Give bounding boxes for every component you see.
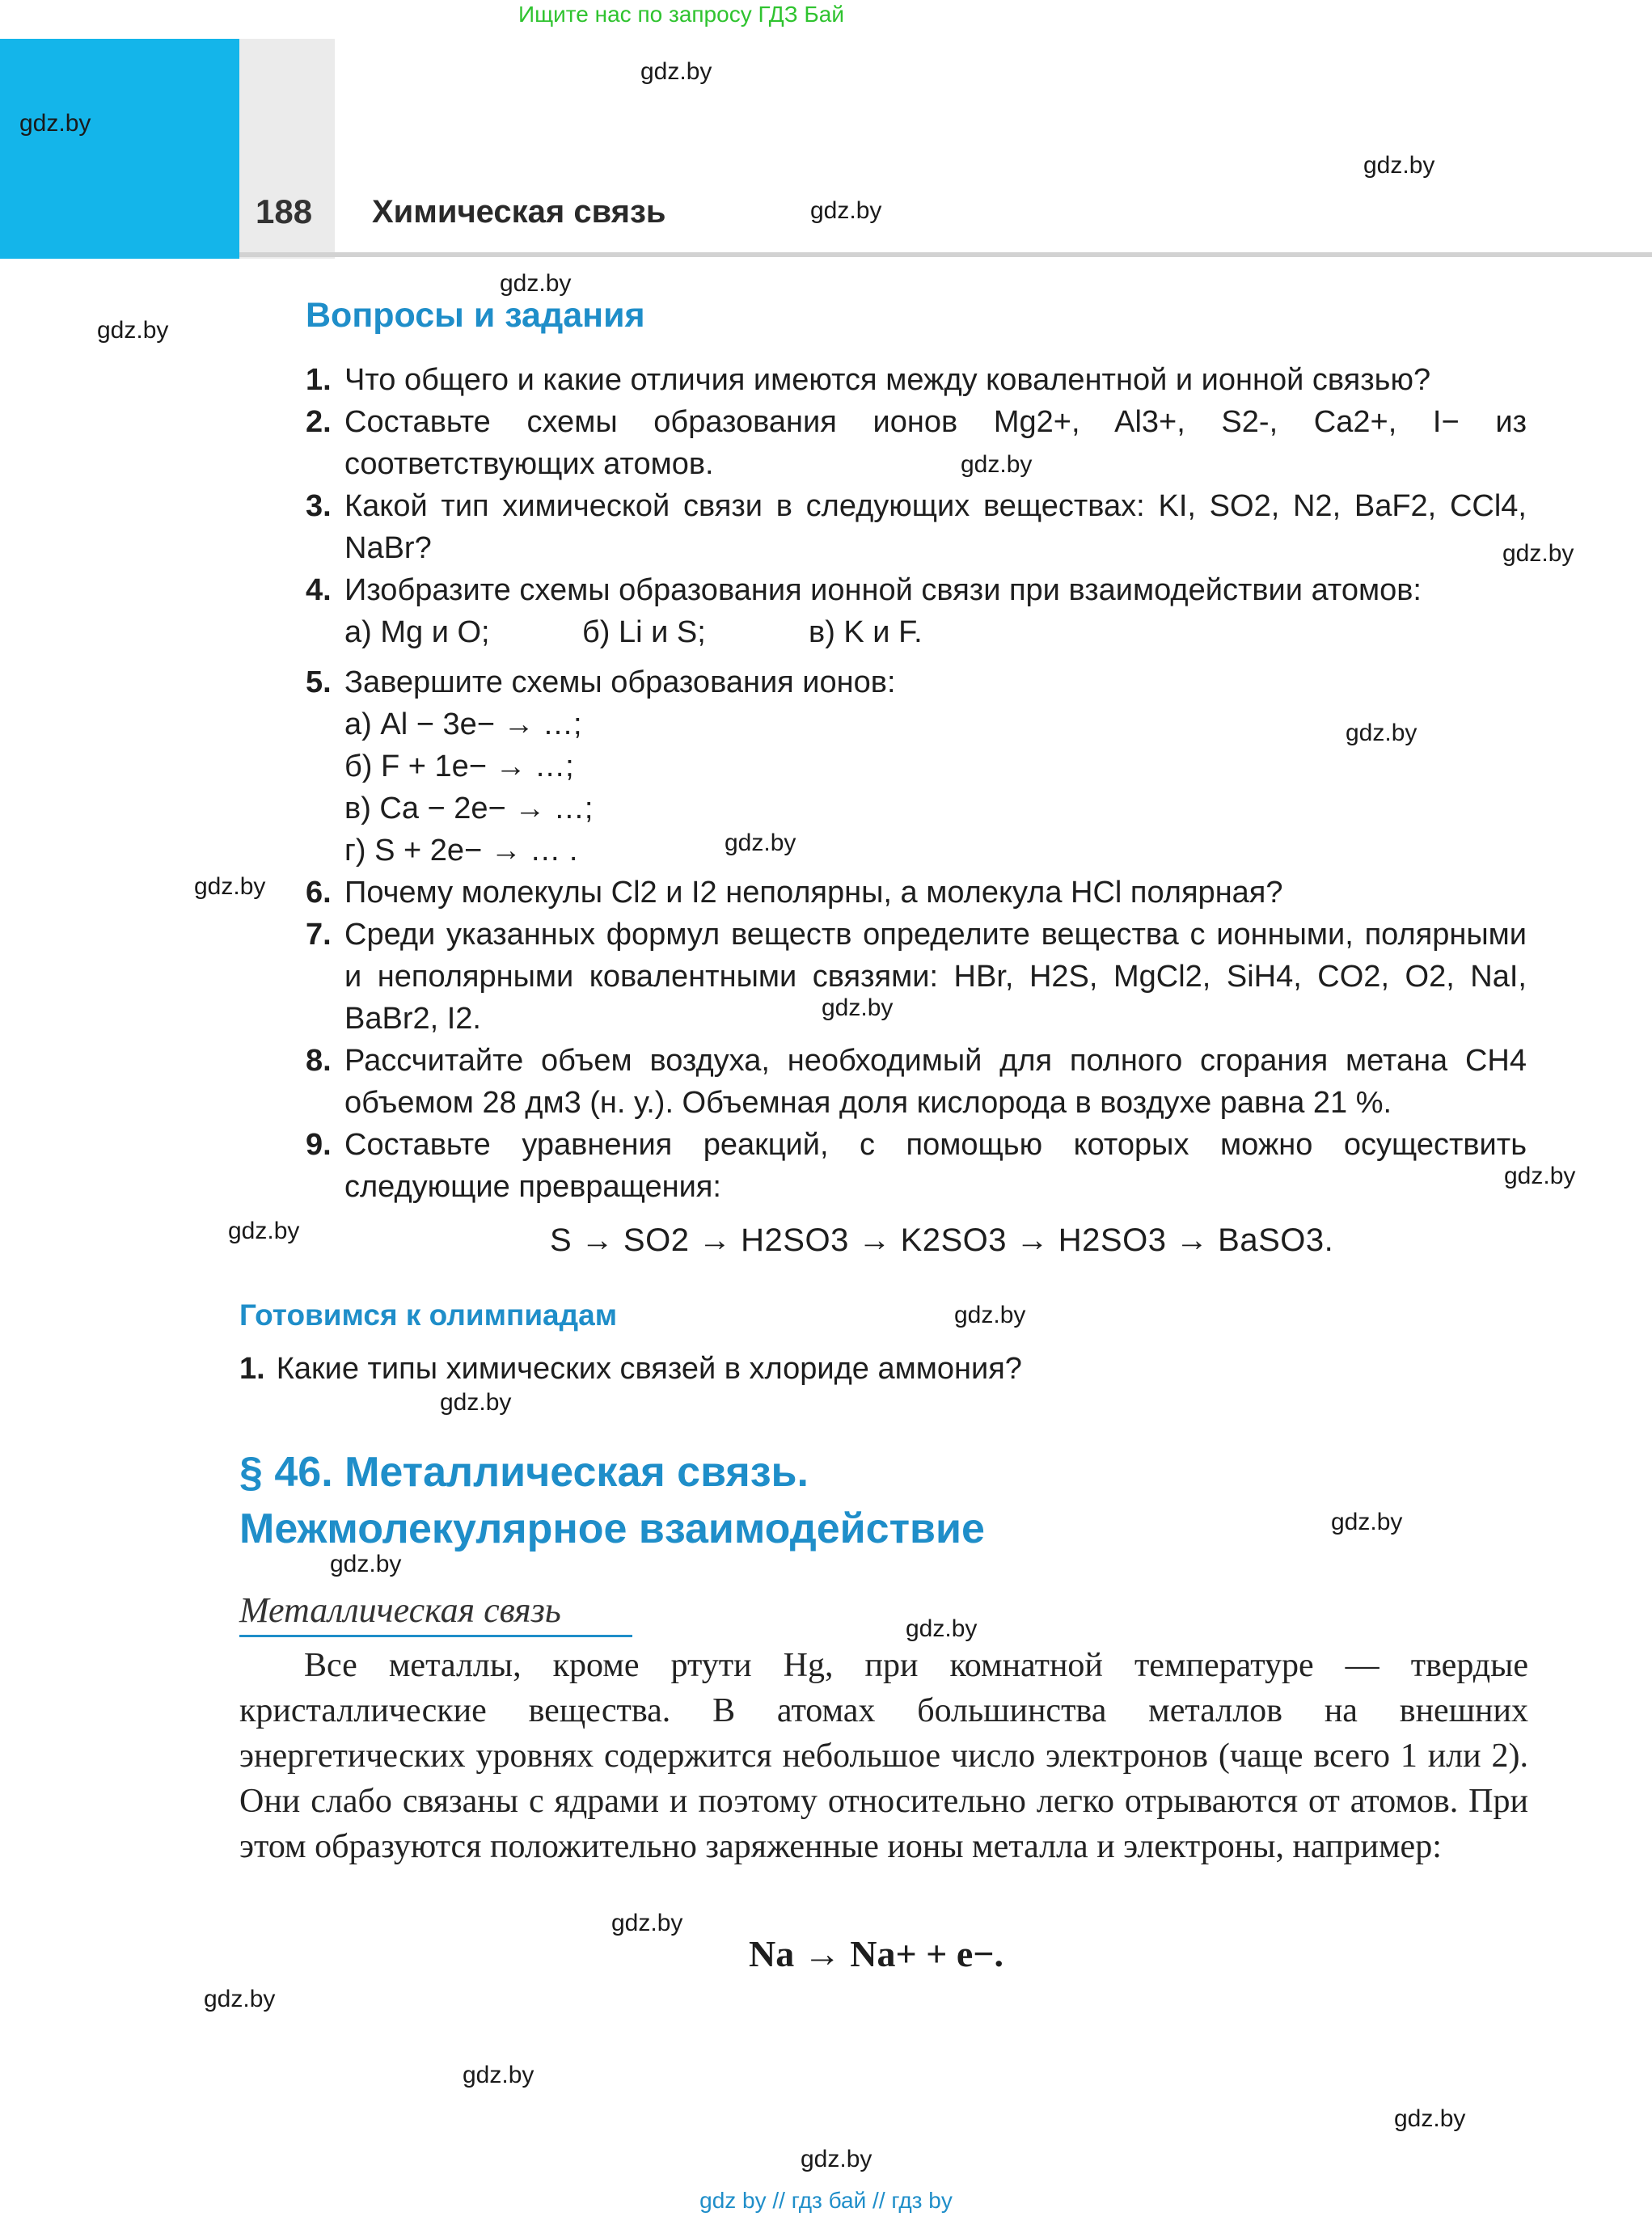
- question-1: [306, 359, 1527, 401]
- watermark: gdz.by: [1363, 152, 1435, 179]
- page-number: 188: [256, 192, 313, 230]
- watermark: gdz.by: [1346, 720, 1418, 746]
- watermark: gdz.by: [954, 1302, 1026, 1328]
- question-text: Что общего и какие отличия имеются между ковалентной и ионной связью?: [344, 363, 1431, 397]
- question-text: Среди указанных формул веществ определите вещества с ионными, полярными и неполярными ковалентными связями: HBr, H2S, MgCl2, SiH4, CO2, O2, NaI, BaBr2, I2.: [344, 918, 1527, 1036]
- watermark: gdz.by: [330, 1551, 402, 1577]
- question-number: 4.: [306, 573, 332, 607]
- running-head: Химическая связь: [372, 194, 666, 230]
- watermark: gdz.by: [725, 830, 796, 856]
- header-rule: [239, 252, 1652, 257]
- subheading-metallic-bond: Металлическая связь: [239, 1590, 561, 1630]
- question-8: [306, 1040, 1527, 1124]
- transformation-scheme: S → SO2 → H2SO3 → K2SO3 → H2SO3 → BaSO3.: [550, 1222, 1334, 1258]
- question-number: 7.: [306, 918, 332, 952]
- paragraph-title: [239, 1444, 985, 1557]
- top-promo-note: Ищите нас по запросу ГДЗ Бай: [518, 2, 845, 27]
- question-4: [306, 569, 1527, 611]
- question-number: 9.: [306, 1128, 332, 1162]
- side-color-bar: [0, 39, 239, 259]
- olympiad-question-number: 1.: [239, 1352, 265, 1386]
- watermark: gdz.by: [961, 451, 1033, 478]
- question-number: 6.: [306, 876, 332, 910]
- question-5-item-a: а) Al − 3e− → …;: [344, 707, 582, 741]
- question-4-option-c: в) K и F.: [809, 615, 923, 649]
- question-number: 2.: [306, 405, 332, 439]
- watermark: gdz.by: [810, 197, 882, 224]
- question-9: [306, 1124, 1527, 1208]
- watermark: gdz.by: [906, 1615, 978, 1642]
- question-3: [306, 485, 1527, 569]
- watermark: gdz.by: [822, 994, 894, 1021]
- question-text: Завершите схемы образования ионов:: [344, 665, 896, 699]
- question-text: Изобразите схемы образования ионной связи при взаимодействии атомов:: [344, 573, 1422, 607]
- question-text: Составьте уравнения реакций, с помощью которых можно осуществить следующие превращения:: [344, 1128, 1527, 1204]
- question-5-item-d: г) S + 2e− → … .: [344, 834, 578, 868]
- watermark: gdz.by: [500, 270, 572, 297]
- question-number: 5.: [306, 665, 332, 699]
- question-7: [306, 914, 1527, 1040]
- ionization-formula: Na → Na+ + e−.: [749, 1933, 1003, 1974]
- watermark: gdz.by: [611, 1910, 683, 1936]
- watermark: gdz.by: [228, 1218, 300, 1244]
- watermark: gdz.by: [19, 110, 91, 137]
- question-4-option-a: а) Mg и O;: [344, 615, 490, 649]
- watermark: gdz.by: [204, 1986, 276, 2012]
- subheading-underline: [239, 1635, 632, 1637]
- olympiad-title: Готовимся к олимпиадам: [239, 1298, 618, 1332]
- watermark: gdz.by: [1502, 540, 1574, 567]
- questions-section-title: Вопросы и задания: [306, 296, 645, 335]
- question-4-option-b: б) Li и S;: [582, 615, 706, 649]
- watermark: gdz.by: [1331, 1509, 1403, 1535]
- paragraph-title-line-2: Межмолекулярное взаимодействие: [239, 1505, 985, 1552]
- watermark: gdz.by: [97, 317, 169, 344]
- question-2: [306, 401, 1527, 485]
- question-text: Какой тип химической связи в следующих веществах: KI, SO2, N2, BaF2, CCl4, NaBr?: [344, 489, 1527, 565]
- watermark: gdz.by: [1504, 1163, 1576, 1189]
- question-text: Почему молекулы Cl2 и I2 неполярны, а молекула HCl полярная?: [344, 876, 1283, 910]
- watermark: gdz.by: [640, 58, 712, 85]
- watermark: gdz.by: [463, 2062, 534, 2088]
- question-text: Рассчитайте объем воздуха, необходимый для полного сгорания метана CH4 объемом 28 дм3 (н. у.). Объемная доля кислорода в воздухе равна 21 %.: [344, 1044, 1527, 1120]
- question-5-item-b: б) F + 1e− → …;: [344, 749, 574, 783]
- question-number: 1.: [306, 363, 332, 397]
- question-number: 8.: [306, 1044, 332, 1078]
- question-5: [306, 661, 1527, 703]
- question-6: [306, 872, 1527, 914]
- paragraph-title-line-1: § 46. Металлическая связь.: [239, 1449, 809, 1496]
- question-number: 3.: [306, 489, 332, 523]
- olympiad-question-1: [239, 1352, 1022, 1387]
- question-text: Составьте схемы образования ионов Mg2+, Al3+, S2-, Ca2+, I− из соответствующих атомов.: [344, 405, 1527, 481]
- olympiad-question-text: Какие типы химических связей в хлориде аммония?: [276, 1352, 1022, 1386]
- watermark: gdz.by: [801, 2146, 872, 2172]
- watermark: gdz.by: [440, 1389, 512, 1416]
- bottom-links-note: gdz by // гдз бай // гдз by: [699, 2188, 953, 2213]
- watermark: gdz.by: [194, 873, 266, 900]
- paragraph-body: Все металлы, кроме ртути Hg, при комнатной температуре — твердые кристаллические вещества. В атомах большинства металлов на внешних энергетических уровнях содержится небольшое число электронов (чаще всего 1 или 2). Они слабо связаны с ядрами и поэтому относительно легко отрываются от атомов. При этом образуются положительно заряженные ионы металла и электроны, например:: [239, 1647, 1528, 1865]
- watermark: gdz.by: [1394, 2105, 1466, 2132]
- question-5-item-c: в) Ca − 2e− → …;: [344, 792, 594, 825]
